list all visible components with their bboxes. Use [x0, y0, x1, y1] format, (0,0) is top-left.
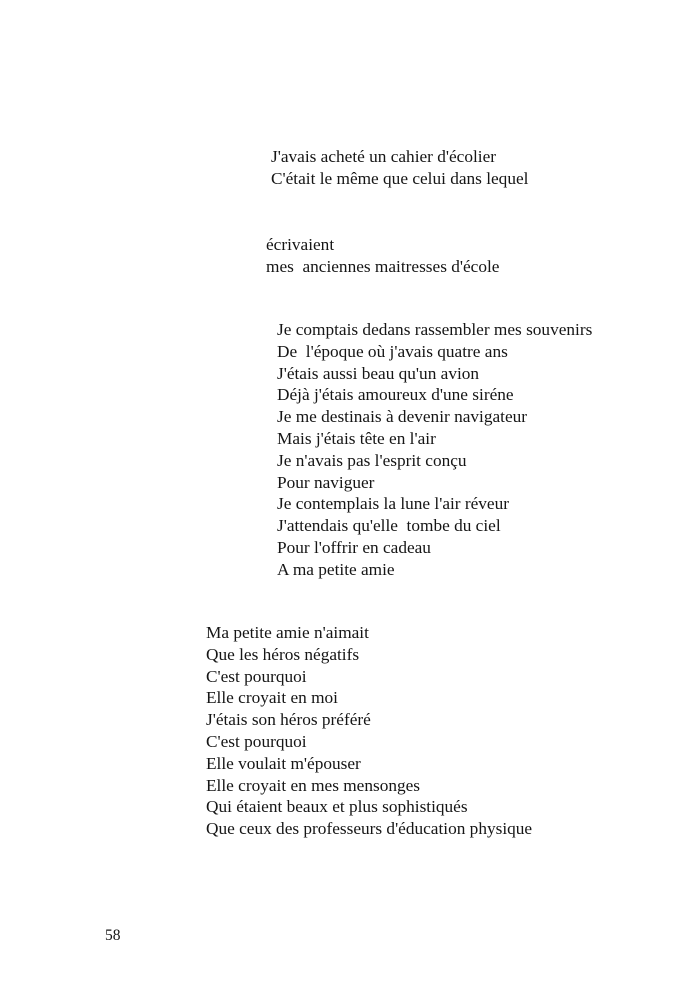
poem-line: Elle voulait m'épouser [206, 753, 361, 773]
stanza-2 [266, 234, 499, 278]
stanza-4 [206, 622, 532, 840]
poem-line: Je contemplais la lune l'air réveur [277, 494, 509, 514]
page-number: 58 [105, 927, 121, 944]
poem-line: écrivaient [266, 235, 335, 254]
poem-line: J'attendais qu'elle tombe du ciel [277, 516, 501, 536]
stanza-1 [271, 146, 528, 190]
poem-line: C'est pourquoi [206, 666, 307, 686]
poem-line: Pour naviguer [277, 472, 375, 492]
poem-line: mes anciennes maitresses d'école [266, 256, 500, 276]
poem-line: Pour l'offrir en cadeau [277, 537, 431, 557]
poem-line: C'est pourquoi [206, 731, 307, 751]
poem-line: Elle croyait en moi [206, 688, 338, 708]
poem-line: Que les héros négatifs [206, 644, 360, 664]
poem-line: Je me destinais à devenir navigateur [277, 407, 528, 427]
poem-line: Ma petite amie n'aimait [206, 623, 369, 642]
poem-line: Que ceux des professeurs d'éducation physique [206, 819, 533, 839]
poem-line: Je comptais dedans rassembler mes souvenirs [277, 320, 593, 339]
poem-line: Qui étaient beaux et plus sophistiqués [206, 797, 468, 817]
poem-line: De l'époque où j'avais quatre ans [277, 341, 508, 361]
poem-line: C'était le même que celui dans lequel [271, 168, 529, 188]
poem-line: Elle croyait en mes mensonges [206, 775, 421, 795]
poem-line: Mais j'étais tête en l'air [277, 428, 436, 448]
poem-line: J'étais aussi beau qu'un avion [277, 363, 480, 383]
poem-line: J'avais acheté un cahier d'écolier [271, 147, 497, 166]
stanza-3 [277, 319, 592, 581]
poem-line: J'étais son héros préféré [206, 710, 371, 730]
poem-line: Je n'avais pas l'esprit conçu [277, 450, 467, 470]
poem-line: A ma petite amie [277, 559, 395, 579]
poem-line: Déjà j'étais amoureux d'une siréne [277, 385, 514, 405]
